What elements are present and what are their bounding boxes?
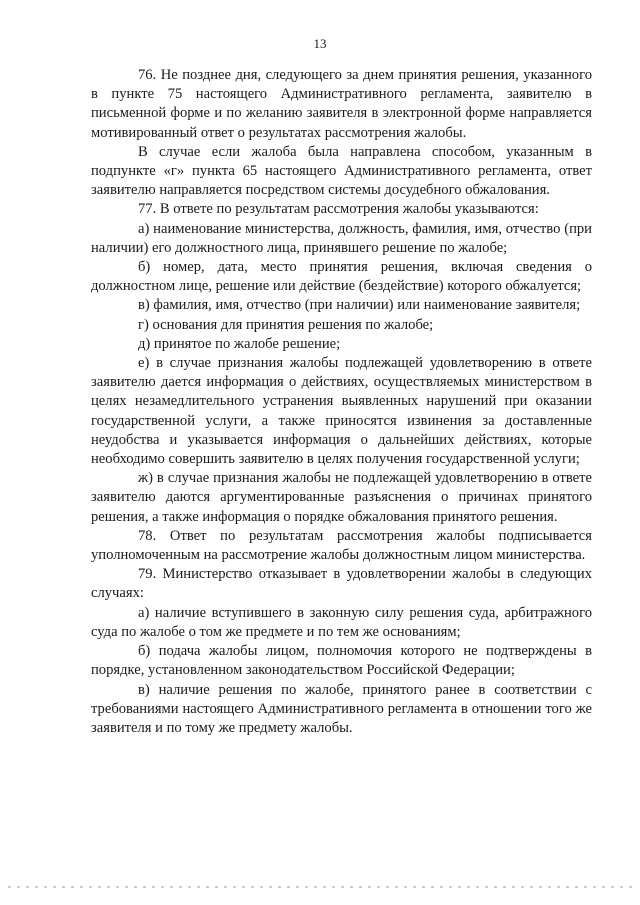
paragraph-77-g: г) основания для принятия решения по жалобе; [138, 316, 434, 333]
paragraph-79-a: а) наличие вступившего в законную силу решения суда, арбитражного суда по жалобе о том же предмете и по тем же основаниям; [91, 604, 592, 640]
paragraph-77-e: е) в случае признания жалобы подлежащей удовлетворению в ответе заявителю дается информация о действиях, осуществляемых министерством в целях незамедлительного устранения выявленных нарушений при оказании государственной услуги, а также приносятся извинения за доставленные неудобства и указывается информация о дальнейших действиях, которые необходимо совершить заявителю в целях получения государственной услуги; [91, 355, 592, 468]
paragraph-77: 77. В ответе по результатам рассмотрения жалобы указываются: [138, 201, 539, 218]
paragraph-77-zh: ж) в случае признания жалобы не подлежащей удовлетворению в ответе заявителю даются аргументированные разъяснения о причинах принятого решения, а также информация о порядке обжалования принятого решения. [91, 470, 592, 525]
paragraph-77-d: д) принятое по жалобе решение; [138, 335, 341, 352]
page-number: 13 [313, 36, 327, 51]
scan-footer-noise [8, 886, 632, 888]
paragraph-77-b: б) номер, дата, место принятия решения, включая сведения о должностном лице, решение или действие (бездействие) которого обжалуется; [91, 259, 592, 295]
paragraph-76-note: В случае если жалоба была направлена способом, указанным в подпункте «г» пункта 65 настоящего Административного регламента, ответ заявителю направляется посредством системы досудебного обжалования. [91, 143, 592, 199]
paragraph-79: 79. Министерство отказывает в удовлетворении жалобы в следующих случаях: [91, 566, 592, 602]
paragraph-79-b: б) подача жалобы лицом, полномочия которого не подтверждены в порядке, установленном законодательством Российской Федерации; [91, 643, 592, 679]
paragraph-78: 78. Ответ по результатам рассмотрения жалобы подписывается уполномоченным на рассмотрение жалобы должностным лицом министерства. [91, 527, 592, 564]
paragraph-76: 76. Не позднее дня, следующего за днем принятия решения, указанного в пункте 75 настоящего Административного регламента, заявителю в письменной форме и по желанию заявителя в электронной форме направляется мотивированный ответ о результатах рассмотрения жалобы. [91, 67, 592, 141]
paragraph-77-a: а) наименование министерства, должность, фамилия, имя, отчество (при наличии) его должностного лица, принявшего решение по жалобе; [91, 220, 592, 256]
paragraph-79-v: в) наличие решения по жалобе, принятого ранее в соответствии с требованиями настоящего Административного регламента в отношении того же заявителя и по тому же предмету жалобы. [91, 681, 592, 736]
paragraph-77-v: в) фамилия, имя, отчество (при наличии) или наименование заявителя; [138, 297, 581, 314]
document-body [91, 66, 592, 738]
